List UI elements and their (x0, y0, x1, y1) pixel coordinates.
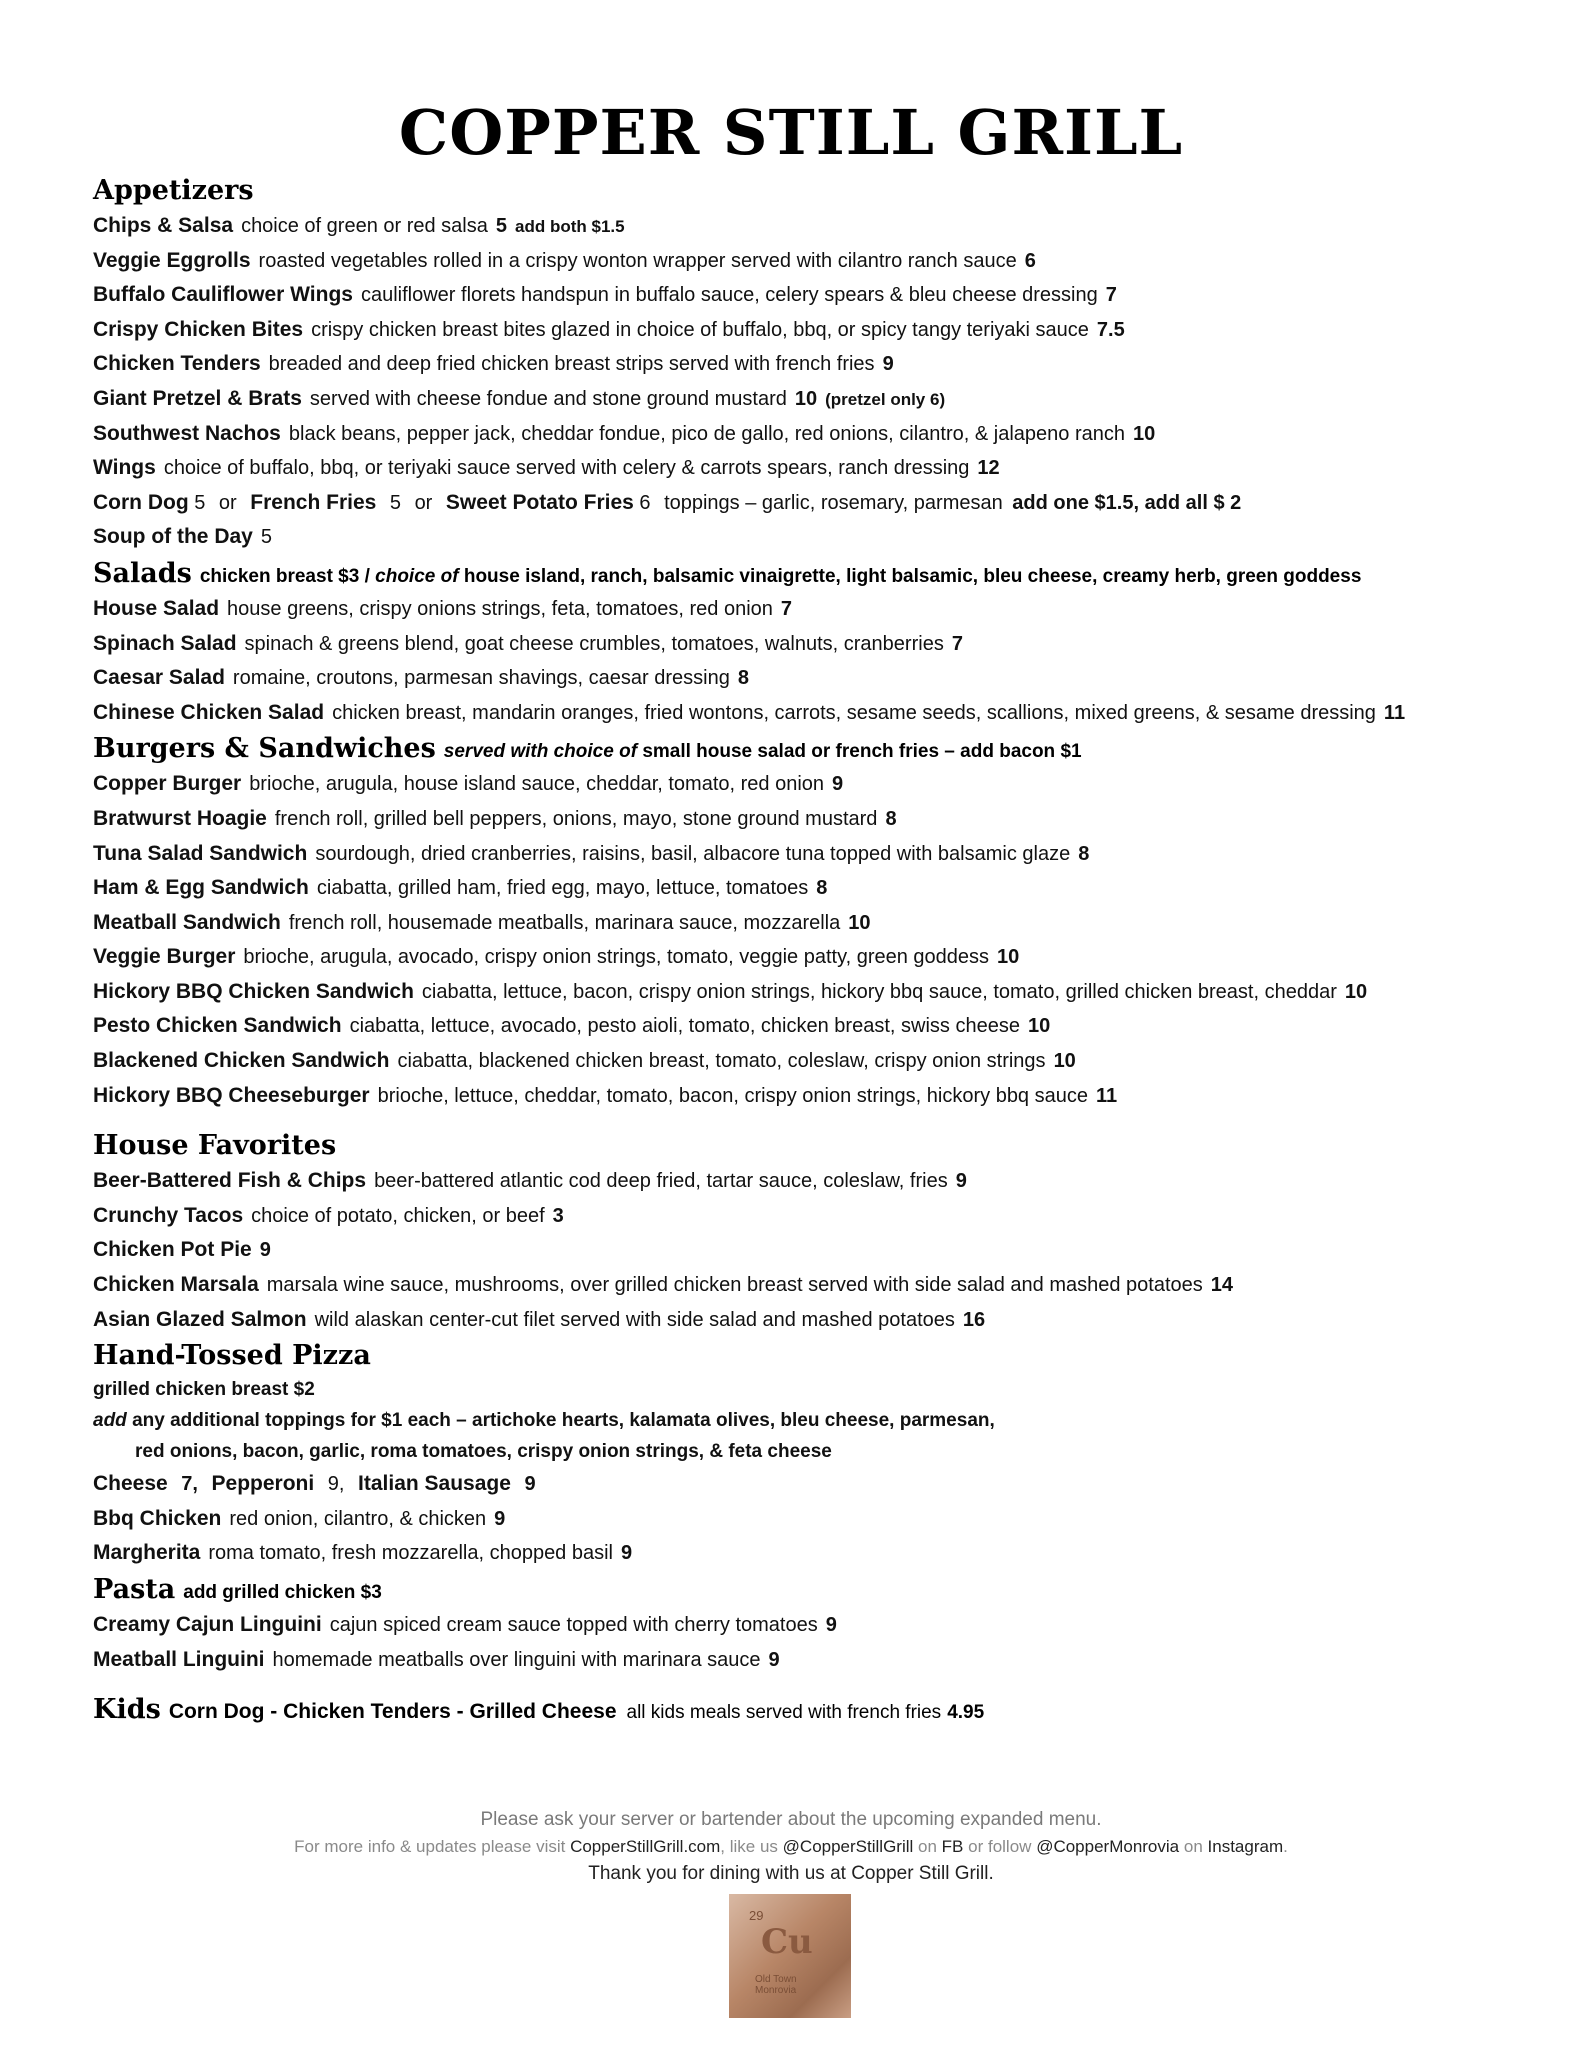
item-name: Bratwurst Hoagie (93, 806, 267, 830)
item-price: 7 (951, 632, 963, 655)
burger-item (93, 906, 1533, 941)
footer (0, 1806, 1582, 1888)
item-description: choice of green or red salsa (241, 215, 488, 237)
item-description: sourdough, dried cranberries, raisins, basil, albacore tuna topped with balsamic glaze (315, 842, 1071, 865)
favorites-list (93, 1164, 1533, 1337)
item-description: brioche, arugula, house island sauce, cheddar, tomato, red onion (249, 773, 825, 796)
item-name: Caesar Salad (93, 666, 225, 690)
burger-item (93, 1009, 1533, 1044)
footer-thank-you: Thank you for dining with us at Copper Still Grill. (588, 1863, 994, 1884)
item-price: 10 (1344, 980, 1368, 1003)
item-price: 8 (885, 807, 897, 830)
salad-item (93, 661, 1533, 696)
item-price: 6 (1024, 249, 1036, 272)
item-description: breaded and deep fried chicken breast strips served with french fries (268, 353, 875, 376)
item-name: Ham & Egg Sandwich (93, 876, 309, 900)
instagram-handle[interactable]: @CopperMonrovia (1036, 1837, 1180, 1856)
section-heading-pizza: Hand-Tossed Pizza (93, 1340, 371, 1372)
item-price: 5 (495, 215, 507, 237)
pizza-toppings-note: add any additional toppings for $1 each – artichoke hearts, kalamata olives, bleu cheese, parmesan, (93, 1410, 995, 1432)
burger-item (93, 975, 1533, 1010)
salad-item (93, 696, 1533, 731)
salad-item (93, 592, 1533, 627)
burger-item (93, 837, 1533, 872)
item-description: house greens, crispy onions strings, feta, tomatoes, red onion (227, 597, 773, 620)
appetizer-item (93, 209, 1533, 244)
item-name: Blackened Chicken Sandwich (93, 1049, 390, 1073)
salad-item (93, 627, 1533, 662)
item-name: Southwest Nachos (93, 421, 281, 445)
item-price: 10 (997, 946, 1020, 969)
item-description: choice of buffalo, bbq, or teriyaki sauce served with celery & carrots spears, ranch dressing (163, 457, 970, 480)
appetizer-item (93, 278, 1533, 313)
section-heading-salads: Salads chicken breast $3 / choice of house island, ranch, balsamic vinaigrette, light balsamic, bleu cheese, creamy herb, green goddess (93, 557, 1362, 589)
item-name: Margherita (93, 1541, 201, 1565)
item-description: served with cheese fondue and stone ground mustard (309, 387, 787, 410)
burger-item (93, 871, 1533, 906)
item-price: 7 (780, 597, 793, 620)
burger-item (93, 767, 1533, 802)
item-name: Creamy Cajun Linguini (93, 1613, 322, 1636)
item-name: Veggie Eggrolls (93, 248, 251, 272)
item-name: Hickory BBQ Cheeseburger (93, 1083, 370, 1107)
item-price: 12 (977, 457, 1000, 480)
footer-expanded-menu: Please ask your server or bartender about the upcoming expanded menu. (480, 1809, 1102, 1830)
favorite-item (93, 1199, 1533, 1234)
favorite-item (93, 1233, 1533, 1268)
item-description: cajun spiced cream sauce topped with cherry tomatoes (329, 1614, 818, 1636)
item-price: 9 (259, 1239, 271, 1262)
item-name: Chinese Chicken Salad (93, 700, 325, 724)
pizza-chicken-note: grilled chicken breast $2 (93, 1379, 315, 1401)
pizza-item (93, 1502, 1533, 1537)
item-name: Wings (93, 456, 156, 480)
facebook-handle[interactable]: @CopperStillGrill (782, 1837, 914, 1856)
item-name: Buffalo Cauliflower Wings (93, 283, 353, 307)
favorite-item (93, 1303, 1533, 1338)
item-price: 9 (621, 1542, 633, 1565)
item-name: House Salad (93, 596, 220, 620)
restaurant-title: COPPER STILL GRILL (398, 96, 1184, 169)
appetizer-item (93, 313, 1533, 348)
item-description: french roll, housemade meatballs, marinara sauce, mozzarella (288, 911, 841, 934)
item-description: ciabatta, lettuce, avocado, pesto aioli, tomato, chicken breast, swiss cheese (349, 1015, 1020, 1038)
item-description: beer-battered atlantic cod deep fried, tartar sauce, coleslaw, fries (374, 1170, 948, 1193)
pasta-list (93, 1608, 1533, 1677)
item-description: ciabatta, grilled ham, fried egg, mayo, lettuce, tomatoes (316, 877, 809, 900)
pasta-item (93, 1608, 1533, 1643)
item-price: 10 (794, 387, 818, 410)
item-name: Meatball Sandwich (93, 910, 281, 934)
pizza-toppings-note-cont: red onions, bacon, garlic, roma tomatoes, crispy onion strings, & feta cheese (135, 1441, 832, 1463)
item-extra: add both $1.5 (515, 217, 625, 236)
item-price: 8 (1078, 842, 1090, 865)
pizza-item (93, 1536, 1533, 1571)
item-name: Copper Burger (93, 772, 242, 796)
item-price: 14 (1210, 1274, 1234, 1297)
item-name: Chicken Tenders (93, 352, 261, 376)
item-price: 9 (882, 353, 894, 376)
item-name: Crunchy Tacos (93, 1203, 244, 1227)
item-description: ciabatta, blackened chicken breast, tomato, coleslaw, crispy onion strings (397, 1050, 1046, 1073)
pizza-list (93, 1502, 1533, 1571)
item-description: spinach & greens blend, goat cheese crumbles, tomatoes, walnuts, cranberries (244, 632, 944, 655)
appetizer-item (93, 382, 1533, 417)
item-price: 8 (816, 877, 828, 900)
section-heading-pasta: Pasta add grilled chicken $3 (93, 1574, 382, 1605)
appetizer-item (93, 451, 1533, 486)
menu-content (93, 172, 1533, 1728)
item-price: 10 (848, 911, 871, 934)
item-name: Spinach Salad (93, 631, 237, 655)
favorite-item (93, 1268, 1533, 1303)
menu-item-soup: Soup of the Day 5 (93, 525, 272, 549)
item-name: Chicken Marsala (93, 1273, 259, 1297)
item-description: wild alaskan center-cut filet served with side salad and mashed potatoes (314, 1308, 955, 1331)
item-price: 16 (962, 1308, 986, 1331)
item-description: black beans, pepper jack, cheddar fondue, pico de gallo, red onions, cilantro, & jalapeno ranch (288, 422, 1125, 445)
menu-item-pizza-basic: Cheese 7, Pepperoni 9, Italian Sausage 9 (93, 1472, 536, 1496)
item-name: Chicken Pot Pie (93, 1238, 252, 1262)
burgers-list (93, 767, 1533, 1113)
section-heading-burgers: Burgers & Sandwiches served with choice of small house salad or french fries – add bacon $1 (93, 733, 1082, 765)
item-name: Veggie Burger (93, 945, 236, 969)
item-price: 9 (768, 1648, 780, 1671)
item-description: ciabatta, lettuce, bacon, crispy onion strings, hickory bbq sauce, tomato, grilled chicken breast, cheddar (421, 980, 1337, 1003)
salads-list (93, 592, 1533, 730)
pasta-item (93, 1643, 1533, 1678)
menu-item-sides: Corn Dog 5 or French Fries 5 or Sweet Potato Fries 6 toppings – garlic, rosemary, parmesan add one $1.5, add all $ 2 (93, 490, 1242, 514)
item-description: chicken breast, mandarin oranges, fried wontons, carrots, sesame seeds, scallions, mixed greens, & sesame dressing (332, 701, 1376, 724)
item-description: marsala wine sauce, mushrooms, over grilled chicken breast served with side salad and mashed potatoes (266, 1274, 1203, 1297)
website-link[interactable]: CopperStillGrill.com (570, 1837, 721, 1856)
burger-item (93, 1044, 1533, 1079)
item-name: Hickory BBQ Chicken Sandwich (93, 979, 414, 1003)
item-price: 9 (955, 1170, 967, 1193)
appetizer-item (93, 417, 1533, 452)
appetizer-item (93, 347, 1533, 382)
item-description: roasted vegetables rolled in a crispy wonton wrapper served with cilantro ranch sauce (258, 249, 1017, 272)
item-name: Meatball Linguini (93, 1647, 265, 1671)
appetizer-item (93, 244, 1533, 279)
item-name: Giant Pretzel & Brats (93, 386, 302, 410)
item-name: Bbq Chicken (93, 1506, 222, 1530)
burger-item (93, 1079, 1533, 1114)
burger-item (93, 802, 1533, 837)
item-description: homemade meatballs over linguini with marinara sauce (272, 1648, 761, 1671)
item-price: 10 (1053, 1050, 1076, 1073)
section-heading-favorites: House Favorites (93, 1130, 337, 1162)
burger-item (93, 940, 1533, 975)
item-description: crispy chicken breast bites glazed in choice of buffalo, bbq, or spicy tangy teriyaki sauce (311, 318, 1089, 341)
item-name: Crispy Chicken Bites (93, 317, 304, 341)
item-name: Chips & Salsa (93, 214, 234, 237)
item-description: brioche, lettuce, cheddar, tomato, bacon, crispy onion strings, hickory bbq sauce (377, 1084, 1088, 1107)
item-name: Beer-Battered Fish & Chips (93, 1169, 367, 1193)
favorite-item (93, 1164, 1533, 1199)
item-price: 3 (552, 1204, 564, 1227)
item-price: 10 (1132, 422, 1156, 445)
footer-social: For more info & updates please visit CopperStillGrill.com, like us @CopperStillGrill on FB or follow @CopperMonrovia on Instagram. (294, 1837, 1288, 1856)
item-description: brioche, arugula, avocado, crispy onion strings, tomato, veggie patty, green goddess (243, 946, 990, 969)
item-price: 11 (1095, 1084, 1118, 1107)
item-price: 9 (825, 1614, 837, 1636)
item-price: 7.5 (1096, 318, 1125, 341)
item-description: choice of potato, chicken, or beef (251, 1204, 545, 1227)
item-price: 8 (737, 667, 749, 690)
item-description: romaine, croutons, parmesan shavings, caesar dressing (232, 667, 730, 690)
item-name: Asian Glazed Salmon (93, 1307, 307, 1331)
item-description: cauliflower florets handspun in buffalo sauce, celery spears & bleu cheese dressing (360, 284, 1098, 307)
item-price: 10 (1027, 1015, 1051, 1038)
item-description: roma tomato, fresh mozzarella, chopped basil (208, 1542, 613, 1565)
section-heading-appetizers: Appetizers (93, 175, 254, 206)
item-price: 7 (1105, 284, 1117, 307)
copper-logo: 29 Cu Old Town Monrovia (729, 1894, 851, 2018)
item-name: Pesto Chicken Sandwich (93, 1014, 342, 1038)
item-price: 9 (832, 773, 844, 796)
item-price: 11 (1383, 701, 1406, 724)
section-heading-kids: Kids Corn Dog - Chicken Tenders - Grilled Cheese all kids meals served with french fries 4.95 (93, 1694, 985, 1726)
item-extra: (pretzel only 6) (825, 389, 946, 409)
item-price: 9 (494, 1507, 506, 1530)
item-description: french roll, grilled bell peppers, onions, mayo, stone ground mustard (274, 807, 878, 830)
item-description: red onion, cilantro, & chicken (229, 1507, 487, 1530)
item-name: Tuna Salad Sandwich (93, 841, 308, 865)
appetizers-list (93, 209, 1533, 486)
